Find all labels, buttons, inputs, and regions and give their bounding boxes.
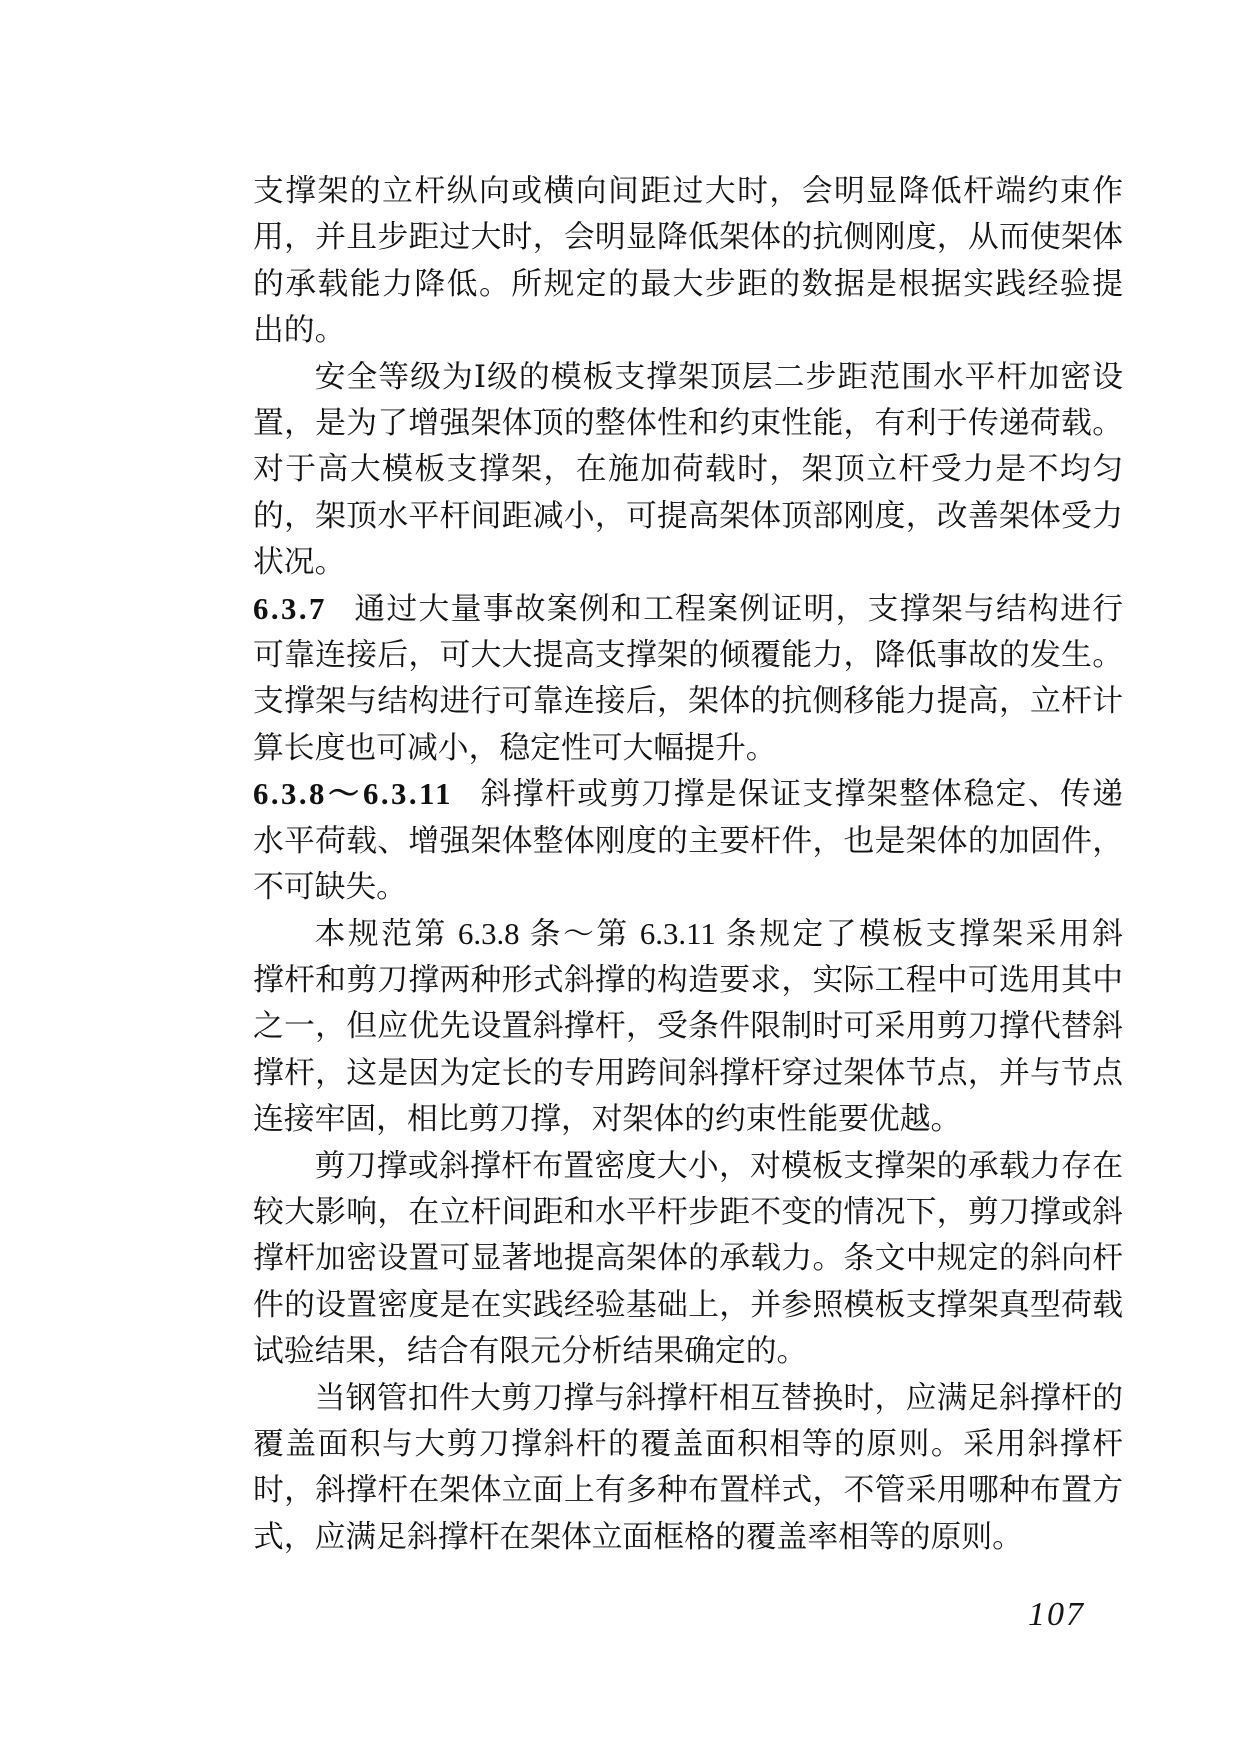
text-line: 之一，但应优先设置斜撑杆，受条件限制时可采用剪刀撑代替斜	[253, 1009, 1123, 1044]
paragraph	[253, 586, 1123, 772]
text-line: 较大影响，在立杆间距和水平杆步距不变的情况下，剪刀撑或斜	[253, 1194, 1123, 1229]
text-line: 安全等级为Ⅰ级的模板支撑架顶层二步距范围水平杆加密设	[314, 359, 1123, 394]
text-line: 的承载能力降低。所规定的最大步距的数据是根据实践经验提	[253, 266, 1123, 301]
section-number: 6.3.8～6.3.11	[253, 777, 454, 812]
paragraph	[253, 911, 1123, 1143]
text-line: 时，斜撑杆在架体立面上有多种布置样式，不管采用哪种布置方	[253, 1473, 1123, 1508]
text-line: 支撑架与结构进行可靠连接后，架体的抗侧移能力提高，立杆计	[253, 684, 1123, 719]
text-line: 支撑架的立杆纵向或横向间距过大时，会明显降低杆端约束作	[253, 174, 1123, 208]
paragraph	[253, 1375, 1123, 1561]
section-first-line-text: 斜撑杆或剪刀撑是保证支撑架整体稳定、传递	[479, 777, 1123, 812]
text-line: 当钢管扣件大剪刀撑与斜撑杆相互替换时，应满足斜撑杆的	[314, 1380, 1123, 1415]
text-line: 出的。	[253, 313, 346, 348]
text-line	[253, 771, 1123, 817]
text-line: 状况。	[253, 545, 346, 580]
text-line: 可靠连接后，可大大提高支撑架的倾覆能力，降低事故的发生。	[253, 638, 1123, 673]
text-line: 不可缺失。	[253, 870, 407, 905]
text-line: 的，架顶水平杆间距减小，可提高架体顶部刚度，改善架体受力	[253, 498, 1123, 533]
text-line: 连接牢固，相比剪刀撑，对架体的约束性能要优越。	[253, 1102, 962, 1137]
text-line: 算长度也可减小，稳定性可大幅提升。	[253, 730, 777, 765]
paragraph	[253, 354, 1123, 586]
text-line	[253, 586, 1123, 632]
paragraph	[253, 771, 1123, 910]
text-line: 置，是为了增强架体顶的整体性和约束性能，有利于传递荷载。	[253, 406, 1123, 441]
text-line: 撑杆和剪刀撑两种形式斜撑的构造要求，实际工程中可选用其中	[253, 962, 1123, 997]
text-line: 式，应满足斜撑杆在架体立面框格的覆盖率相等的原则。	[253, 1519, 1023, 1554]
paragraph	[253, 1143, 1123, 1375]
body-text	[253, 168, 1123, 1560]
text-line: 件的设置密度是在实践经验基础上，并参照模板支撑架真型荷载	[253, 1287, 1123, 1322]
paragraph	[253, 168, 1123, 354]
text-line: 剪刀撑或斜撑杆布置密度大小，对模板支撑架的承载力存在	[314, 1148, 1123, 1183]
text-line: 试验结果，结合有限元分析结果确定的。	[253, 1334, 808, 1369]
text-line: 撑杆加密设置可显著地提高架体的承载力。条文中规定的斜向杆	[253, 1241, 1123, 1276]
text-line: 用，并且步距过大时，会明显降低架体的抗侧刚度，从而使架体	[253, 220, 1123, 255]
text-line: 撑杆，这是因为定长的专用跨间斜撑杆穿过架体节点，并与节点	[253, 1055, 1123, 1090]
text-line: 水平荷载、增强架体整体刚度的主要杆件，也是架体的加固件，	[253, 823, 1123, 858]
text-line: 对于高大模板支撑架，在施加荷载时，架顶立杆受力是不均匀	[253, 452, 1123, 487]
section-first-line-text: 通过大量事故案例和工程案例证明，支撑架与结构进行	[353, 591, 1123, 626]
text-line: 覆盖面积与大剪刀撑斜杆的覆盖面积相等的原则。采用斜撑杆	[253, 1426, 1123, 1461]
text-line: 本规范第 6.3.8 条～第 6.3.11 条规定了模板支撑架采用斜	[314, 916, 1123, 951]
page-number: 107	[1028, 1596, 1085, 1633]
section-number: 6.3.7	[253, 591, 327, 626]
